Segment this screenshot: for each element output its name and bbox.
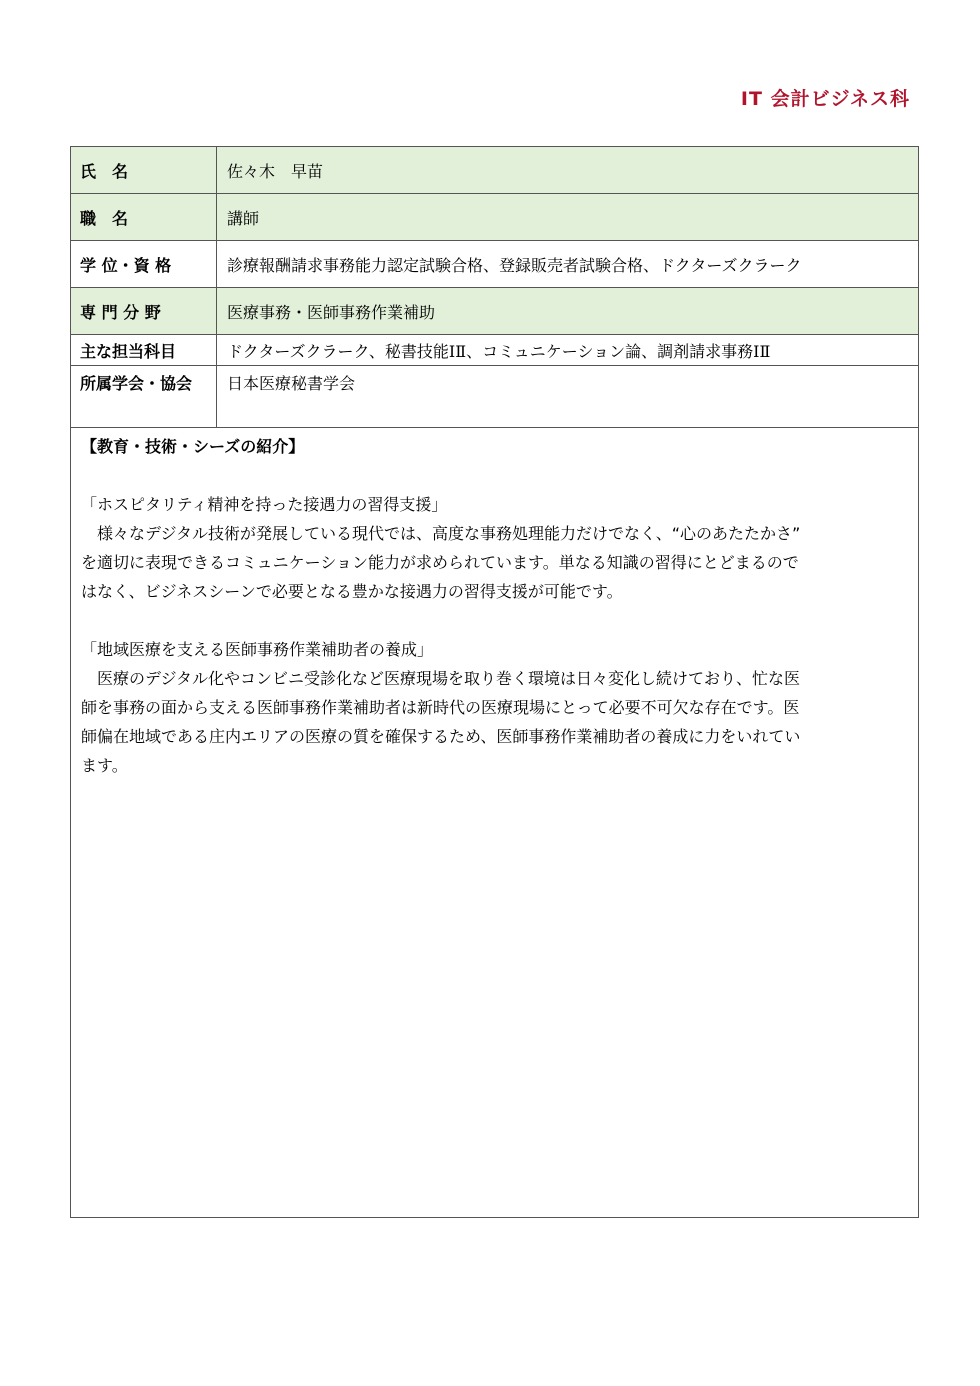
subjects-row bbox=[71, 335, 918, 366]
degree-value: 診療報酬請求事務能力認定試験合格、登録販売者試験合格、ドクターズクラーク bbox=[227, 255, 802, 275]
position-label: 職 名 bbox=[71, 194, 217, 240]
field-row bbox=[71, 288, 918, 335]
section1-line: はなく、ビジネスシーンで必要となる豊かな接遇力の習得支援が可能です。 bbox=[81, 582, 623, 601]
section1-line: を適切に表現できるコミュニケーション能力が求められています。単なる知識の習得にとどまるので bbox=[81, 553, 799, 572]
department-name: IT 会計ビジネス科 bbox=[740, 88, 910, 110]
section2-line: 師を事務の面から支える医師事務作業補助者は新時代の医療現場にとって必要不可欠な存在です。医 bbox=[81, 698, 800, 717]
subjects-value: ドクターズクラーク、秘書技能ⅠⅡ、コミュニケーション論、調剤請求事務ⅠⅡ bbox=[227, 341, 771, 361]
degree-row bbox=[71, 241, 918, 288]
intro-section bbox=[71, 428, 918, 780]
section2-line: ます。 bbox=[81, 756, 128, 775]
name-row bbox=[71, 147, 918, 194]
society-label: 所属学会・協会 bbox=[71, 366, 217, 427]
society-value: 日本医療秘書学会 bbox=[227, 374, 356, 393]
degree-label: 学 位・資 格 bbox=[71, 241, 217, 287]
section2-title: 「地域医療を支える医師事務作業補助者の養成」 bbox=[81, 640, 434, 659]
position-value: 講師 bbox=[227, 208, 260, 228]
section2-line: 医療のデジタル化やコンビニ受診化など医療現場を取り巻く環境は日々変化し続けており、忙な医 bbox=[81, 669, 801, 688]
section1-title: 「ホスピタリティ精神を持った接遇力の習得支援」 bbox=[81, 495, 448, 514]
subjects-label: 主な担当科目 bbox=[71, 335, 217, 365]
field-value: 医療事務・医師事務作業補助 bbox=[227, 302, 436, 322]
field-label: 専 門 分 野 bbox=[71, 288, 217, 334]
society-row bbox=[71, 366, 918, 428]
intro-heading: 【教育・技術・シーズの紹介】 bbox=[81, 437, 305, 456]
position-row bbox=[71, 194, 918, 241]
name-value: 佐々木 早苗 bbox=[227, 161, 324, 181]
section1-line: 様々なデジタル技術が発展している現代では、高度な事務処理能力だけでなく、“心のあたたかさ” bbox=[81, 524, 801, 543]
section2-line: 師偏在地域である庄内エリアの医療の質を確保するため、医師事務作業補助者の養成に力をいれてい bbox=[81, 727, 801, 746]
profile-table bbox=[70, 146, 919, 1218]
name-label: 氏 名 bbox=[71, 147, 217, 193]
